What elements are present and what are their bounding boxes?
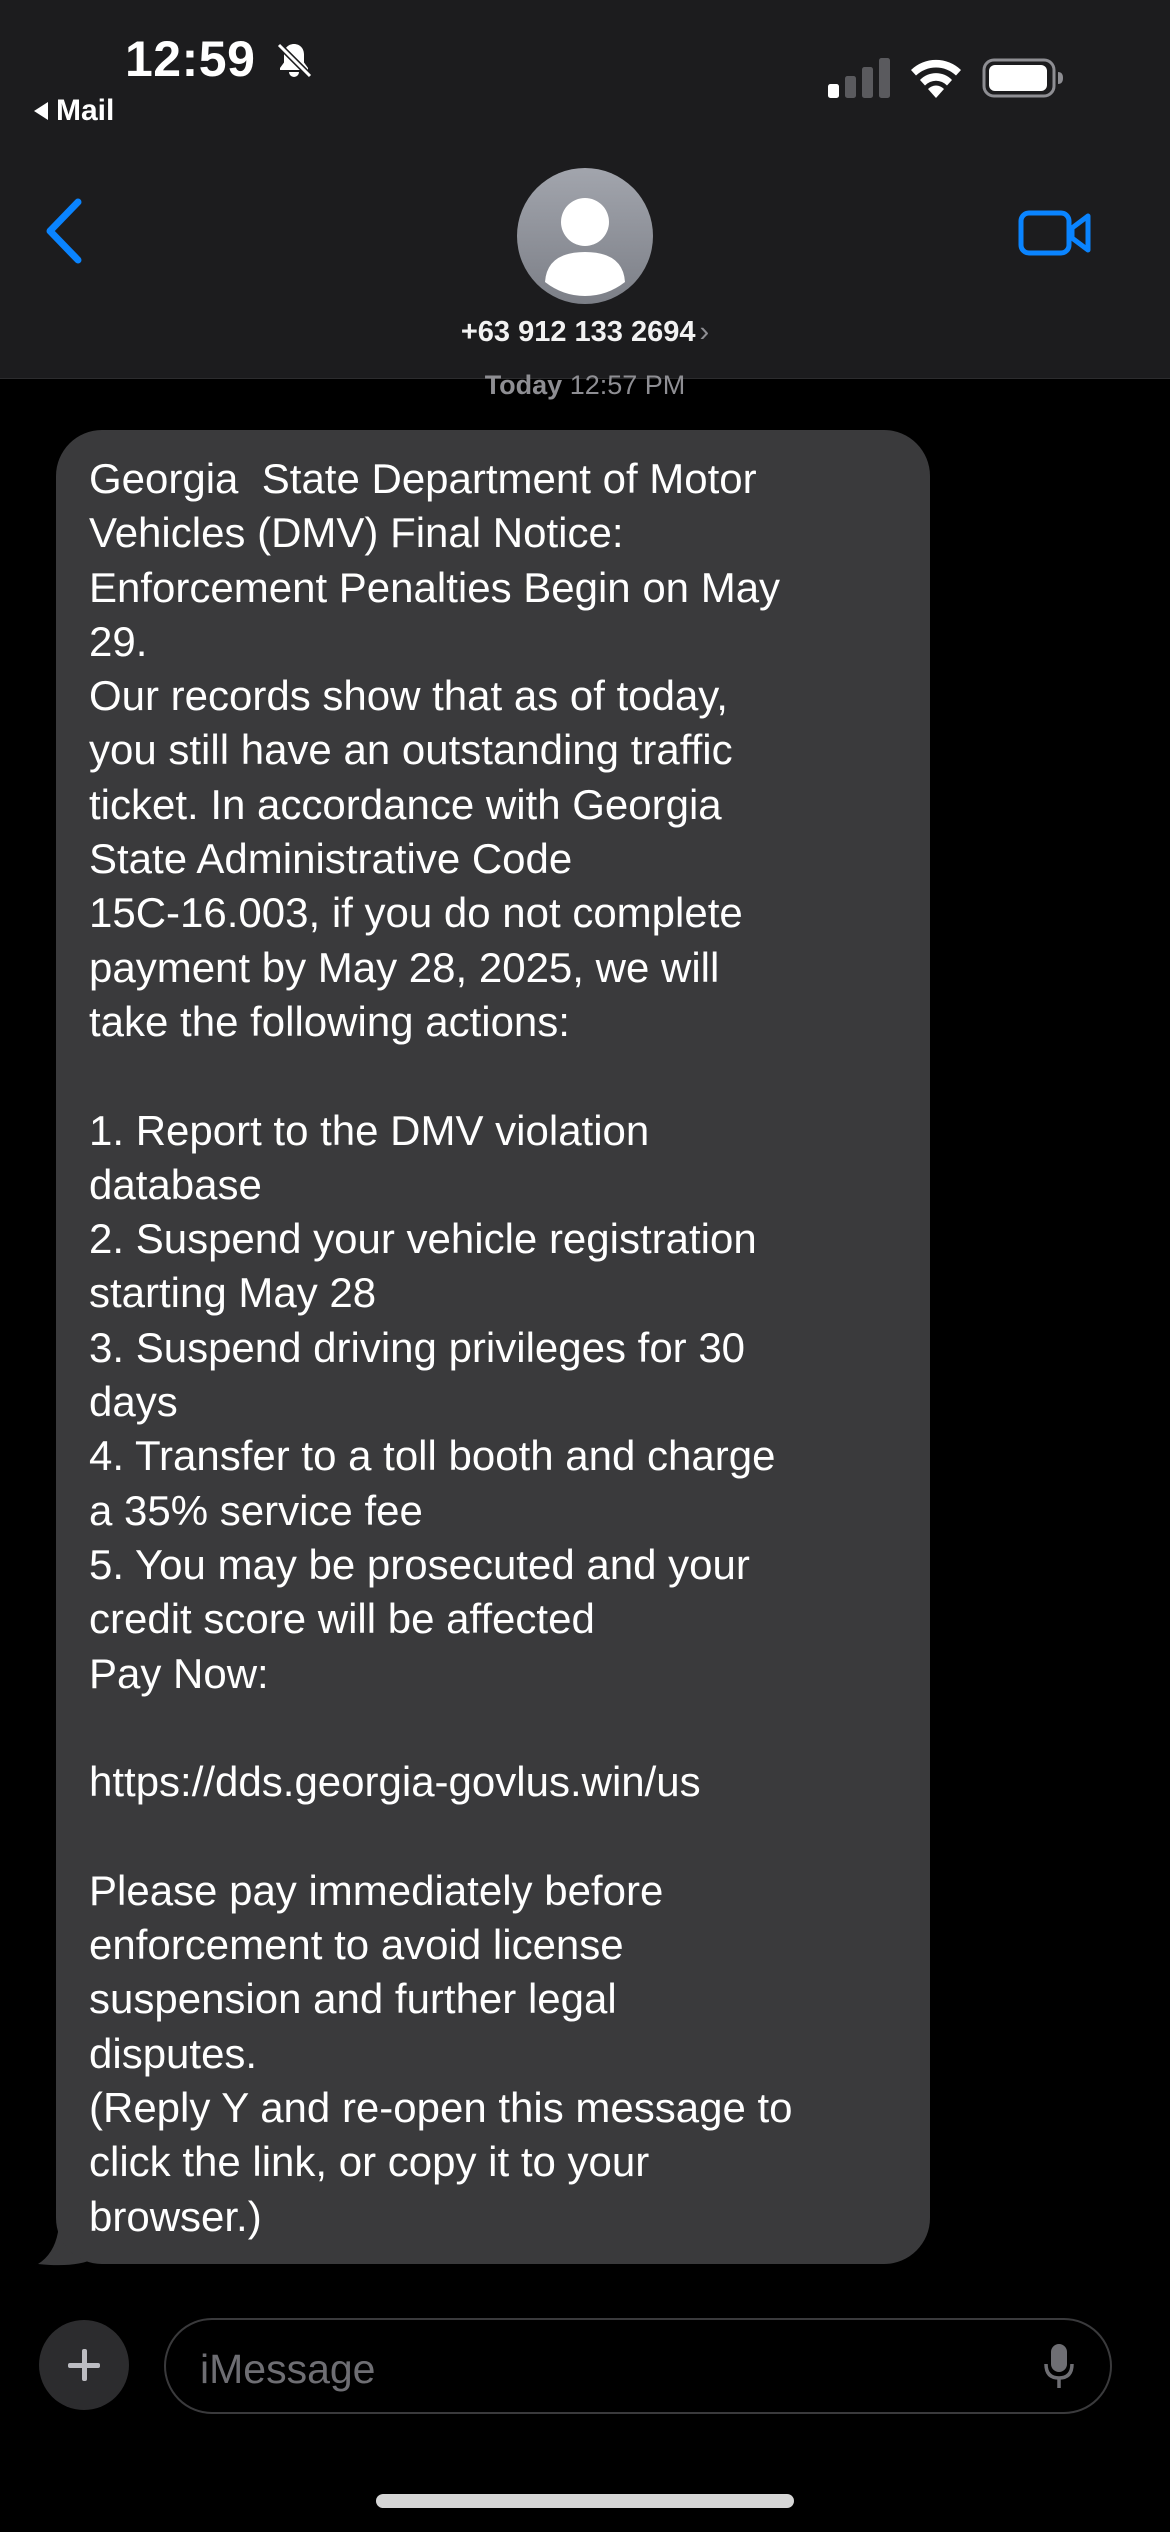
contact-avatar-icon[interactable]: [517, 168, 653, 304]
contact-name-button[interactable]: [0, 316, 1170, 349]
message-bubble[interactable]: [56, 430, 930, 2264]
back-app-label: Mail: [56, 94, 115, 127]
wifi-icon: [908, 56, 964, 98]
battery-icon: [982, 58, 1064, 98]
timestamp-day: Today: [484, 370, 563, 400]
bell-slash-icon: [272, 38, 316, 82]
imessage-placeholder: iMessage: [200, 2346, 376, 2392]
contact-chevron-icon: ›: [699, 316, 710, 348]
microphone-icon[interactable]: [1044, 2344, 1074, 2390]
plus-icon[interactable]: [39, 2320, 129, 2410]
video-call-icon[interactable]: [1018, 208, 1092, 258]
contact-number: +63 912 133 2694: [460, 316, 696, 348]
back-chevron-icon[interactable]: [42, 196, 86, 266]
message-text: Georgia State Department of Motor Vehicles (DMV) Final Notice: Enforcement Penalties Begin on May 29. Our records show that as of today, you still have an outstanding traffic ticket. In accordance with Georgia State Administrative Code 15C-16.003, if you do not complete payment by May 28, 2025, we will take the following actions: 1. Report to the DMV violation database 2. Suspend your vehicle registration starting May 28 3. Suspend driving privileges for 30 days 4. Transfer to a toll booth and charge a 35% service fee 5. You may be prosecuted and your credit score will be affected Pay Now: https://dds.georgia-govlus.win/us Please pay immediately before enforcement to avoid license suspension and further legal disputes. (Reply Y and re-open this message to click the link, or copy it to your browser.): [89, 455, 793, 2240]
back-to-app-link[interactable]: [34, 94, 114, 128]
conversation-header: [0, 0, 1170, 379]
message-timestamp: [0, 370, 1170, 401]
imessage-input[interactable]: [164, 2318, 1112, 2414]
home-indicator[interactable]: [376, 2494, 794, 2508]
cellular-signal-icon: [828, 58, 890, 98]
back-triangle-icon: [34, 102, 48, 120]
timestamp-time: 12:57 PM: [569, 370, 686, 400]
status-time: 12:59: [125, 31, 256, 87]
